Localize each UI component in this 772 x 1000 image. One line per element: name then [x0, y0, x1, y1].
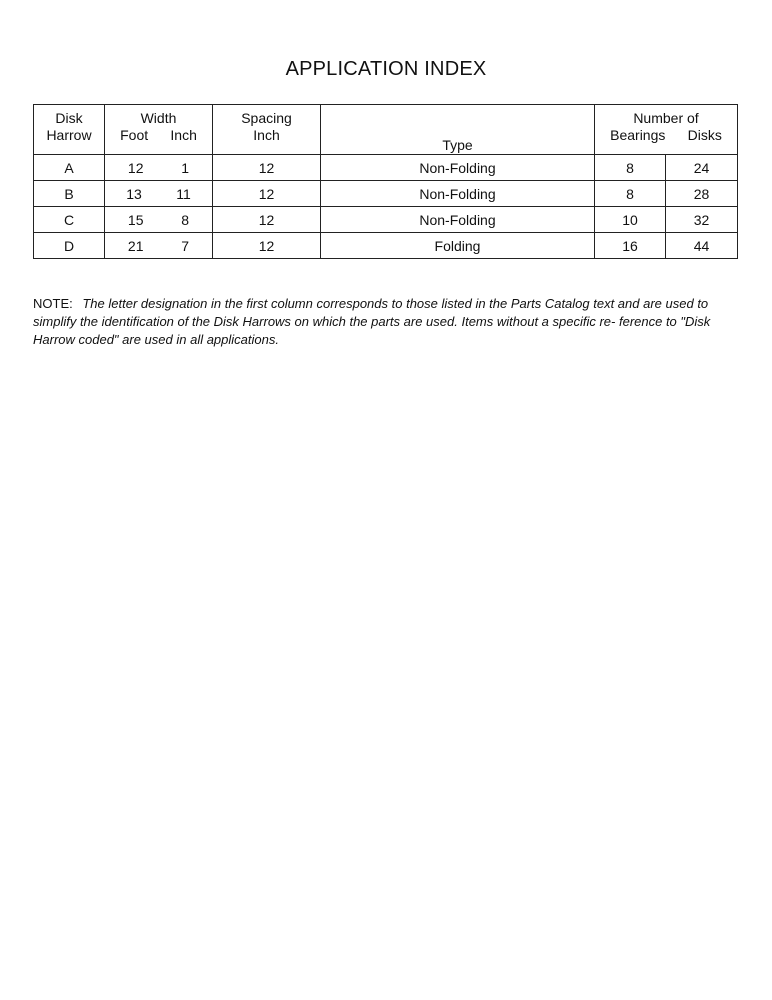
cell-harrow: B	[34, 181, 105, 207]
cell-spacing: 12	[213, 181, 321, 207]
cell-bearings: 8	[595, 155, 666, 181]
cell-inch: 7	[181, 237, 190, 254]
note-paragraph	[33, 295, 739, 349]
cell-foot: 21	[127, 237, 144, 254]
header-disk-harrow	[34, 105, 105, 155]
cell-width	[105, 155, 213, 181]
cell-width	[105, 233, 213, 259]
header-spacing-line2: Inch	[253, 127, 280, 143]
cell-bearings: 10	[595, 207, 666, 233]
note-text: The letter designation in the first column corresponds to those listed in the Parts Catalog text and are used to simplify the identification of the Disk Harrows on which the parts are used. Items without a specific re- ference to "Disk Harrow coded" are used in all applications.	[33, 296, 711, 347]
cell-type: Non-Folding	[321, 155, 595, 181]
cell-type: Non-Folding	[321, 207, 595, 233]
cell-disks: 24	[666, 155, 738, 181]
cell-disks: 32	[666, 207, 738, 233]
cell-foot: 15	[127, 211, 144, 228]
application-index-table	[33, 104, 738, 259]
cell-inch: 11	[176, 185, 191, 202]
header-spacing	[213, 105, 321, 155]
header-disk-line1: Disk	[55, 110, 83, 126]
header-type	[321, 105, 595, 155]
header-type-label: Type	[442, 137, 473, 153]
note-label: NOTE:	[33, 296, 73, 311]
cell-type: Folding	[321, 233, 595, 259]
table-row	[34, 181, 738, 207]
cell-spacing: 12	[213, 155, 321, 181]
table-row	[34, 233, 738, 259]
cell-harrow: A	[34, 155, 105, 181]
cell-disks: 28	[666, 181, 738, 207]
header-spacing-line1: Spacing	[241, 110, 292, 126]
header-bearings: Bearings	[610, 127, 666, 143]
header-disk-line2: Harrow	[46, 127, 92, 143]
cell-bearings: 8	[595, 181, 666, 207]
header-width	[105, 105, 213, 155]
cell-inch: 8	[181, 211, 190, 228]
table-row	[34, 207, 738, 233]
header-number-of	[595, 105, 738, 155]
cell-disks: 44	[666, 233, 738, 259]
cell-spacing: 12	[213, 233, 321, 259]
header-number-group: Number of	[633, 110, 699, 126]
cell-type: Non-Folding	[321, 181, 595, 207]
cell-bearings: 16	[595, 233, 666, 259]
header-width-group: Width	[140, 110, 177, 126]
header-width-foot: Foot	[120, 127, 149, 143]
cell-width	[105, 181, 213, 207]
cell-foot: 13	[126, 185, 142, 202]
table-row	[34, 155, 738, 181]
header-width-inch: Inch	[170, 127, 197, 143]
table-header-row	[34, 105, 738, 155]
cell-harrow: C	[34, 207, 105, 233]
cell-harrow: D	[34, 233, 105, 259]
cell-inch: 1	[181, 159, 190, 176]
cell-spacing: 12	[213, 207, 321, 233]
cell-foot: 12	[127, 159, 144, 176]
cell-width	[105, 207, 213, 233]
header-disks: Disks	[687, 127, 722, 143]
page-title: APPLICATION INDEX	[285, 58, 487, 80]
